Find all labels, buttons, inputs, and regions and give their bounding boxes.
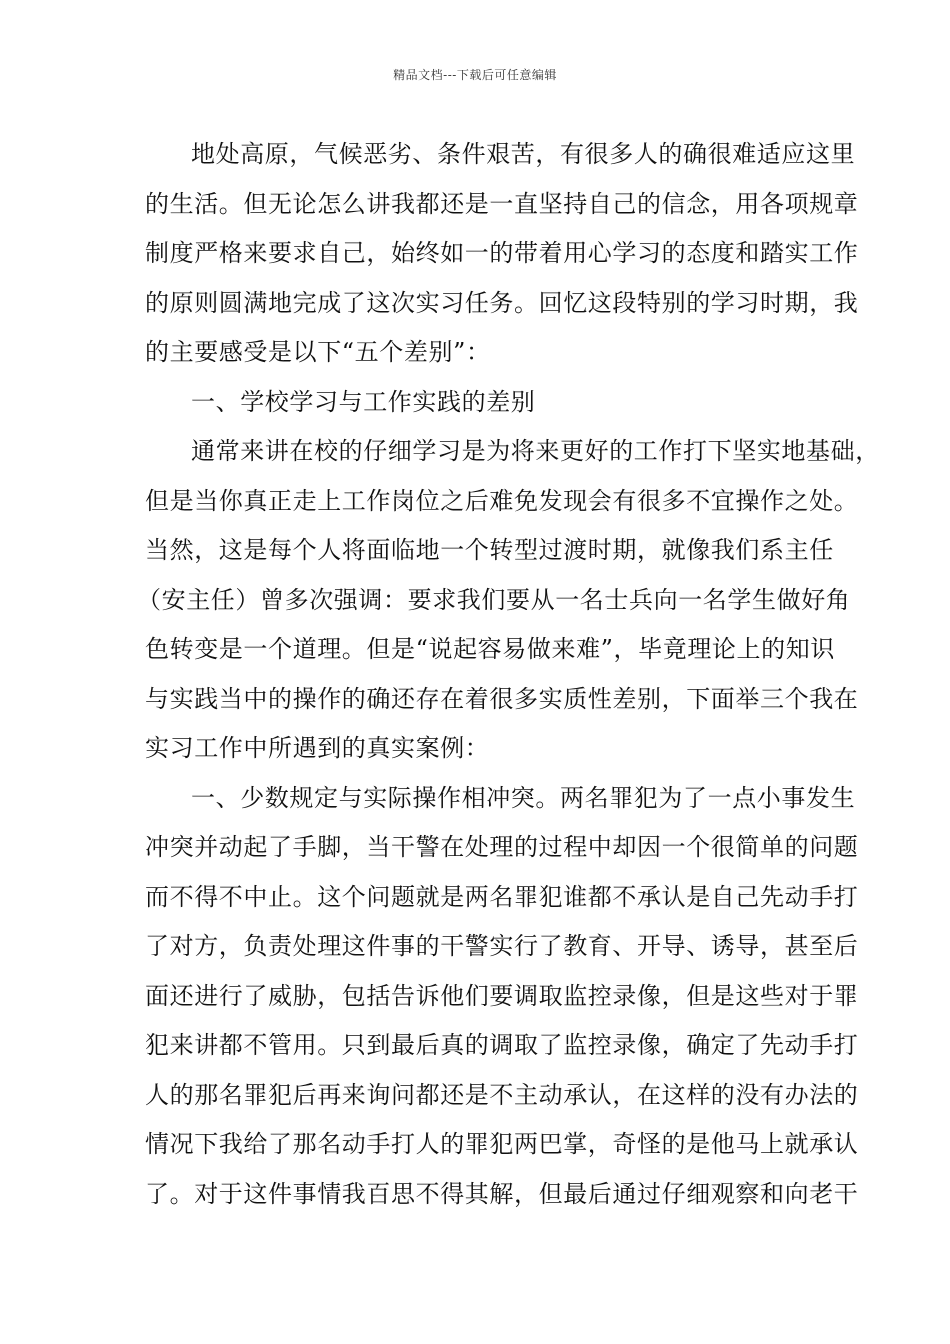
- paragraph-line: 与实践当中的操作的确还存在着很多实质性差别，下面举三个我在: [145, 684, 859, 713]
- paragraph-line: 冲突并动起了手脚，当干警在处理的过程中却因一个很简单的问题: [145, 833, 859, 861]
- paragraph-line: 地处高原，气候恶劣、条件艰苦，有很多人的确很难适应这里: [191, 140, 856, 168]
- paragraph-line: 面还进行了威胁，包括告诉他们要调取监控录像，但是这些对于罪: [145, 981, 859, 1010]
- paragraph-line: 的主要感受是以下“五个差别”：: [145, 338, 491, 366]
- paragraph-line: （安主任）曾多次强调：要求我们要从一名士兵向一名学生做好角: [137, 585, 851, 614]
- section-heading: 一、学校学习与工作实践的差别: [191, 387, 536, 416]
- paragraph-line: 一、少数规定与实际操作相冲突。两名罪犯为了一点小事发生: [191, 783, 856, 812]
- paragraph-line: 色转变是一个道理。但是“说起容易做来难”，毕竟理论上的知识: [145, 635, 835, 663]
- paragraph-line: 的原则圆满地完成了这次实习任务。回忆这段特别的学习时期，我: [145, 288, 859, 317]
- paragraph-line: 当然，这是每个人将面临地一个转型过渡时期，就像我们系主任: [145, 536, 834, 564]
- paragraph-line: 但是当你真正走上工作岗位之后难免发现会有很多不宜操作之处。: [145, 486, 859, 515]
- paragraph-line: 制度严格来要求自己，始终如一的带着用心学习的态度和踏实工作: [145, 239, 859, 267]
- document-body: [137, 130, 880, 1219]
- paragraph-line: 了对方，负责处理这件事的干警实行了教育、开导、诱导，甚至后: [145, 932, 859, 960]
- paragraph-line: 人的那名罪犯后再来询问都还是不主动承认，在这样的没有办法的: [145, 1080, 859, 1109]
- paragraph-line: 实习工作中所遇到的真实案例：: [145, 734, 490, 762]
- paragraph-line: 通常来讲在校的仔细学习是为将来更好的工作打下坚实地基础，: [191, 437, 880, 465]
- paragraph-line: 情况下我给了那名动手打人的罪犯两巴掌，奇怪的是他马上就承认: [145, 1130, 859, 1158]
- paragraph-line: 的生活。但无论怎么讲我都还是一直坚持自己的信念，用各项规章: [145, 189, 859, 218]
- paragraph-line: 犯来讲都不管用。只到最后真的调取了监控录像，确定了先动手打: [145, 1031, 859, 1059]
- paragraph-line: 而不得不中止。这个问题就是两名罪犯谁都不承认是自己先动手打: [145, 882, 859, 911]
- paragraph-line: 了。对于这件事情我百思不得其解，但最后通过仔细观察和向老干: [145, 1179, 859, 1208]
- page-header: 精品文档---下载后可任意编辑: [393, 68, 557, 82]
